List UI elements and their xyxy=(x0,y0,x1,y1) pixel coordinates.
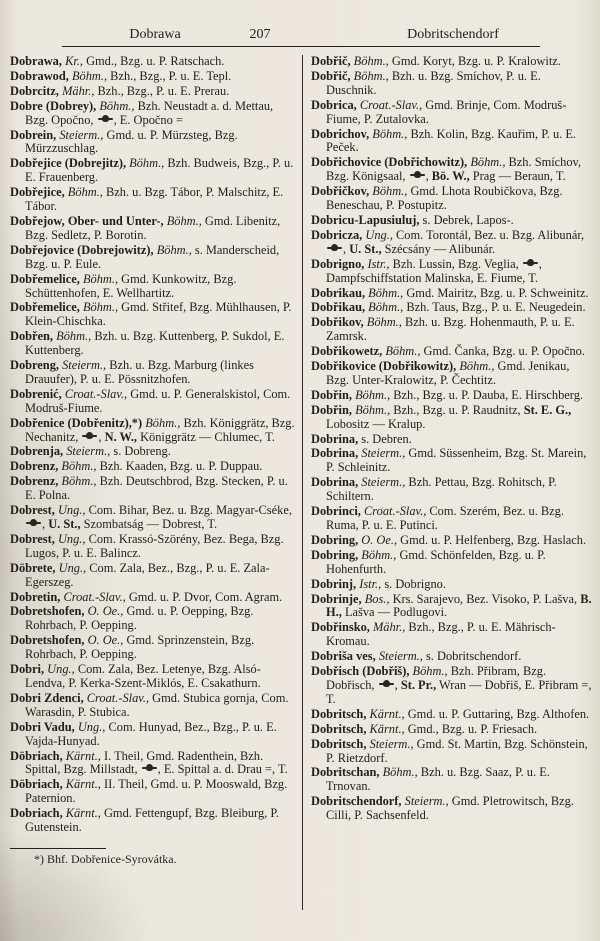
entry-text: Bzh. u. Bzg. Hohenmauth, P. u. E. Zamrsk. xyxy=(326,315,575,344)
entry-headword: Dobrenić, xyxy=(10,386,62,401)
gazetteer-entry xyxy=(10,157,295,185)
entry-text: Gmd. Sprinzenstein, Bzg. Rohrbach, P. Oepping. xyxy=(25,633,255,662)
entry-region: Böhm., xyxy=(53,329,92,344)
entry-region: Ung., xyxy=(54,531,86,546)
entry-text: Bzh. Königgrätz, Bzg. Nechanitz, xyxy=(25,415,295,444)
text-columns xyxy=(10,55,594,941)
entry-region: Böhm., xyxy=(351,387,391,402)
entry-region: O. Oe., xyxy=(84,604,124,619)
entry-region: Steierm., xyxy=(358,475,406,490)
gazetteer-entry xyxy=(10,721,295,749)
entry-region: Böhm., xyxy=(79,271,119,286)
entry-text: s. Dobrigno. xyxy=(381,576,446,591)
gazetteer-entry xyxy=(10,460,295,474)
entry-text: Bzh. Přibram, Bzg. Dobřisch, xyxy=(326,664,547,692)
entry-text: Wran — Dobřiš, E. Přibram =, T. xyxy=(326,677,592,706)
entry-region: Kärnt., xyxy=(366,706,405,721)
gazetteer-entry xyxy=(311,185,594,213)
entry-headword: Dobrenz, xyxy=(10,474,59,489)
entry-headword: Dobretshofen, xyxy=(10,604,85,619)
entry-text: Gmd. Schönfelden, Bzg. u. P. Hohenfurth. xyxy=(326,547,546,576)
gazetteer-entry xyxy=(10,750,295,778)
entry-region: Böhm., xyxy=(58,459,97,474)
entry-region: Ung., xyxy=(54,503,86,518)
entry-headword: Dobrawod, xyxy=(10,68,69,83)
entry-text: Bzh. Pettau, Bzg. Rohitsch, P. Schiltern. xyxy=(326,475,557,504)
gazetteer-entry xyxy=(10,301,295,329)
entry-headword: Dobrest, xyxy=(10,503,55,518)
entry-headword: Dobrigno, xyxy=(311,256,365,271)
entry-headword: Dobri Zdenci, xyxy=(10,690,84,705)
entry-headword: Dobřič, xyxy=(311,54,351,68)
entry-text: Gmd. Kunkowitz, Bzg. Schüttenhofen, E. Wellhartitz. xyxy=(25,271,237,300)
entry-headword: Dobrica, xyxy=(311,97,357,112)
entry-region: Steierm., xyxy=(63,444,111,459)
entry-region: Kärnt., xyxy=(62,777,101,792)
entry-region: Steierm., xyxy=(366,736,414,751)
entry-text: Gmd. Fettengupf, Bzg. Bleiburg, P. Gutenstein. xyxy=(25,806,279,835)
entry-region: Ung., xyxy=(55,560,87,575)
entry-text: Gmd. Stubica gornja, Com. Warasdin, P. Stubica. xyxy=(25,690,289,719)
gazetteer-entry xyxy=(10,807,295,835)
entry-region: Böhm., xyxy=(79,300,119,315)
entry-headword: Dobrichov, xyxy=(311,126,370,141)
entry-region: Böhm., xyxy=(365,285,404,300)
entry-headword: Dobřisch (Dobřiš), xyxy=(311,664,410,679)
entry-region: Böhm., xyxy=(369,126,408,141)
entry-region: Böhm., xyxy=(142,415,181,430)
entry-headword: Dobring, xyxy=(311,532,359,547)
gazetteer-entry xyxy=(10,692,295,720)
entry-text: Bzh. Kolin, Bzg. Kauřim, P. u. E. Peček. xyxy=(326,126,577,155)
entry-text: , xyxy=(343,241,350,256)
entry-region: Böhm., xyxy=(126,156,165,171)
gazetteer-entry xyxy=(10,504,295,532)
entry-text: Bzh. u. Bzg. Tábor, P. Malschitz, E. Tábor. xyxy=(25,185,284,214)
entry-text: s. Debren. xyxy=(358,431,412,446)
entry-text: , xyxy=(98,429,105,444)
gazetteer-entry xyxy=(311,447,594,475)
gazetteer-entry xyxy=(311,708,594,722)
gazetteer-entry xyxy=(10,359,295,387)
entry-text: , E. Spittal a. d. Drau =, T. xyxy=(157,762,288,777)
gazetteer-entry xyxy=(10,562,295,590)
railway-line-abbrev: U. St., xyxy=(48,517,81,531)
entry-text: Gmd. u. P. Mürzsteg, Bzg. Mürzzuschlag. xyxy=(25,127,238,156)
gazetteer-entry xyxy=(311,316,594,344)
entry-headword: Dobrawa, xyxy=(10,54,62,68)
entry-text: Lobositz — Kralup. xyxy=(326,416,426,431)
gazetteer-entry xyxy=(10,663,295,691)
railway-station-icon xyxy=(379,681,394,689)
entry-text: Bzh., Bzg., P. u. E. Mährisch-Kromau. xyxy=(326,620,556,649)
railway-station-icon xyxy=(98,116,113,124)
entry-region: Mähr., xyxy=(369,620,406,635)
entry-text: Gmd. Mairitz, Bzg. u. P. Schweinitz. xyxy=(403,285,589,300)
railway-line-abbrev: B. H., xyxy=(326,591,592,620)
entry-region: Bos., xyxy=(361,591,390,606)
entry-region: Steierm., xyxy=(375,649,423,664)
entry-text: Bzh., Bzg., P. u. E. Tepl. xyxy=(107,68,232,83)
entry-headword: Döbriach, xyxy=(10,777,63,792)
entry-region: Ung., xyxy=(74,719,106,734)
footnote xyxy=(10,848,295,867)
entry-region: Böhm., xyxy=(369,184,408,199)
gazetteer-entry xyxy=(10,273,295,301)
railway-line-abbrev: St. E. G., xyxy=(523,402,572,417)
entry-text: Krs. Sarajevo, Bez. Visoko, P. Lašva, xyxy=(389,591,581,606)
entry-headword: Dobřikowetz, xyxy=(311,344,383,359)
gazetteer-entry xyxy=(311,345,594,359)
railway-line-abbrev: St. Pr., xyxy=(400,677,437,692)
entry-region: Croat.-Slav., xyxy=(360,504,427,519)
entry-region: Steierm., xyxy=(59,358,107,373)
entry-text: , xyxy=(42,517,49,531)
entry-text: Com. Krassó-Szörény, Bez. Bega, Bzg. Lugos, P. u. E. Balincz. xyxy=(25,531,284,560)
entry-region: Böhm., xyxy=(68,68,108,83)
entry-text: Szécsány — Alibunár. xyxy=(381,241,496,256)
gazetteer-entry xyxy=(311,70,594,98)
entry-text: Bzh., Bzg. u. P. Dauba, E. Hirschberg. xyxy=(390,387,583,402)
gazetteer-entry xyxy=(311,738,594,766)
footnote-text: *) Bhf. Dobřenice-Syrovátka. xyxy=(34,851,177,866)
gazetteer-entry xyxy=(10,605,295,633)
entry-headword: Dobřichovice (Dobřichowitz), xyxy=(311,155,468,170)
gazetteer-entry xyxy=(311,766,594,794)
gazetteer-entry xyxy=(10,55,295,69)
entry-text: Bzh. u. Bzg. Smíchov, P. u. E. Duschnik. xyxy=(326,68,541,97)
entry-text: s. Manderscheid, Bzg. u. P. Eule. xyxy=(25,242,280,271)
entry-headword: Dobřejice, xyxy=(10,185,65,200)
entry-headword: Dobrinci, xyxy=(311,504,361,519)
entry-region: Böhm., xyxy=(409,664,448,679)
entry-headword: Dobřin, xyxy=(311,387,352,402)
entry-text: Gmd. u. P. Helfenberg, Bzg. Haslach. xyxy=(397,532,587,547)
entry-headword: Dobritschendorf, xyxy=(311,794,402,809)
entry-text: Gmd. Lhota Roubičkova, Bzg. Beneschau, P. Postupitz. xyxy=(326,184,563,213)
entry-text: Com. Zala, Bez. Letenye, Bzg. Alsó-Lendva, P. Kerka-Szent-Miklós, E. Csakathurn. xyxy=(25,662,261,690)
entry-region: Ung., xyxy=(44,662,75,677)
entry-headword: Dobritschan, xyxy=(311,765,380,780)
entry-text: Gmd. u. P. Oepping, Bzg. Rohrbach, P. Oepping. xyxy=(25,604,254,633)
entry-text: Com. Bihar, Bez. u. Bzg. Magyar-Cséke, xyxy=(85,503,292,518)
entry-region: Kärnt., xyxy=(62,748,101,763)
entry-region: Böhm., xyxy=(351,402,391,417)
gazetteer-entry xyxy=(311,360,594,388)
entry-headword: Dobrenz, xyxy=(10,459,59,474)
entry-text: Gmd., Bzg. u. P. Ratschach. xyxy=(83,54,225,68)
entry-region: Steierm., xyxy=(56,127,104,142)
entry-text: Gmd. u. P. Dvor, Com. Agram. xyxy=(125,589,283,604)
entry-region: Mähr., xyxy=(58,83,95,98)
entry-region: Böhm., xyxy=(96,98,135,113)
railway-station-icon xyxy=(142,765,157,773)
entry-headword: Dobritsch, xyxy=(311,721,367,736)
entry-text: Gmd. Jenikau, Bzg. Unter-Kralowitz, P. Čechtitz. xyxy=(326,359,570,387)
entry-text: s. Dobreng. xyxy=(110,444,171,459)
gazetteer-entry xyxy=(311,301,594,315)
entry-text: , E. Opočno = xyxy=(113,112,183,127)
entry-headword: Dobritsch, xyxy=(311,706,367,721)
entry-text: Bzh. u. Bzg. Kuttenberg, P. Sukdol, E. Kuttenberg. xyxy=(25,329,285,358)
railway-line-abbrev: Bö. W., xyxy=(431,169,470,184)
entry-text: s. Dobritschendorf. xyxy=(422,649,522,664)
entry-text: Bzh. Deutschbrod, Bzg. Stecken, P. u. E. Polna. xyxy=(25,474,288,503)
entry-headword: Dobrcitz, xyxy=(10,83,59,98)
entry-region: Böhm., xyxy=(350,54,389,68)
entry-headword: Dobriša ves, xyxy=(311,649,376,664)
entry-region: Böhm., xyxy=(365,300,404,315)
gazetteer-entry xyxy=(10,215,295,243)
gazetteer-entry xyxy=(311,99,594,127)
gazetteer-entry xyxy=(311,433,594,447)
running-head-left: Dobrawa xyxy=(129,27,181,42)
entry-text: Bzh. Taus, Bzg., P. u. E. Neugedein. xyxy=(403,300,586,315)
entry-headword: Dobřičkov, xyxy=(311,184,370,199)
entry-region: Croat.-Slav., xyxy=(356,97,423,112)
gazetteer-entry xyxy=(311,549,594,577)
entry-text: Bzh. u. Bzg. Marburg (linkes Drauufer), P. u. E. Pössnitzhofen. xyxy=(25,358,254,386)
entry-headword: Dobřemelice, xyxy=(10,300,80,315)
entry-region: Steierm., xyxy=(401,794,449,809)
entry-headword: Dobřejow, Ober- und Unter-, xyxy=(10,213,164,228)
entry-headword: Dobrinj, xyxy=(311,576,357,591)
gazetteer-entry xyxy=(311,795,594,823)
entry-headword: Döbriach, xyxy=(10,748,63,763)
entry-headword: Dobring, xyxy=(311,547,359,562)
entry-region: Steierm., xyxy=(358,446,406,461)
entry-headword: Dobřen, xyxy=(10,329,54,344)
entry-text: I. Theil, Gmd. Radenthein, Bzh. Spittal, Bzg. Millstadt, xyxy=(25,748,264,777)
entry-headword: Dobrina, xyxy=(311,446,359,461)
gazetteer-entry xyxy=(10,85,295,99)
entry-text: Bzh. Neustadt a. d. Mettau, Bzg. Opočno, xyxy=(25,98,274,127)
gazetteer-entry xyxy=(311,128,594,156)
gazetteer-entry xyxy=(10,417,295,445)
entry-text: s. Debrek, Lapos-. xyxy=(419,212,514,227)
gazetteer-entry xyxy=(10,186,295,214)
entry-headword: Dobřinsko, xyxy=(311,620,370,635)
entry-region: Croat.-Slav., xyxy=(60,589,126,604)
gazetteer-entry xyxy=(311,593,594,621)
entry-headword: Döbrete, xyxy=(10,560,56,575)
entry-region: Kr., xyxy=(61,54,83,68)
gazetteer-entry xyxy=(311,665,594,707)
gazetteer-entry xyxy=(311,55,594,69)
gazetteer-entry xyxy=(311,229,594,257)
entry-region: Böhm., xyxy=(153,242,192,257)
entry-text: Com. Zala, Bez., Bzg., P. u. E. Zala-Egerszeg. xyxy=(25,560,270,589)
entry-text: Gmd. Čanka, Bzg. u. P. Opočno. xyxy=(420,344,585,359)
entry-text: Lašva — Podlugovi. xyxy=(341,605,448,620)
gazetteer-entry xyxy=(10,475,295,503)
gazetteer-entry xyxy=(10,445,295,459)
entry-text: Gmd. Střitef, Bzg. Mühlhausen, P. Klein-Chischka. xyxy=(25,300,292,329)
entry-text: Com. Hunyad, Bez., Bzg., P. u. E. Vajda-Hunyad. xyxy=(25,719,277,748)
entry-text: Gmd. Süssenheim, Bzg. St. Marein, P. Schleinitz. xyxy=(326,446,587,475)
entry-text: Gmd. St. Martin, Bzg. Schönstein, P. Rietzdorf. xyxy=(326,736,588,765)
entry-headword: Dobrenja, xyxy=(10,444,64,459)
gazetteer-entry xyxy=(10,129,295,157)
railway-station-icon xyxy=(523,260,538,268)
gazetteer-entry xyxy=(10,778,295,806)
entry-headword: Dobricza, xyxy=(311,227,363,242)
entry-headword: Dobrina, xyxy=(311,475,359,490)
entry-text: Bzh. Kaaden, Bzg. u. P. Duppau. xyxy=(96,459,263,474)
entry-text: Gmd. Pletrowitsch, Bzg. Cilli, P. Sachsenfeld. xyxy=(326,794,574,823)
entry-region: Böhm., xyxy=(64,185,103,200)
gazetteer-entry xyxy=(311,404,594,432)
entry-text: Bzh. Budweis, Bzg., P. u. E. Frauenberg. xyxy=(25,156,294,185)
railway-line-abbrev: N. W., xyxy=(104,429,137,444)
entry-region: Kärnt., xyxy=(62,806,101,821)
entry-region: Böhm., xyxy=(379,765,418,780)
entry-headword: Dobre (Dobrey), xyxy=(10,98,97,113)
entry-headword: Dobřin, xyxy=(311,402,352,417)
entry-text: Gmd. Koryt, Bzg. u. P. Kralowitz. xyxy=(388,54,561,68)
entry-headword: Dobreng, xyxy=(10,358,59,373)
entry-headword: Dobrein, xyxy=(10,127,57,142)
entry-text: Gmd. u. P. Guttaring, Bzg. Althofen. xyxy=(404,706,590,721)
entry-headword: Dobri, xyxy=(10,662,45,677)
entry-region: Böhm., xyxy=(456,359,495,374)
gazetteer-entry xyxy=(311,578,594,592)
entry-region: Istr., xyxy=(364,256,390,271)
gazetteer-entry xyxy=(311,621,594,649)
gazetteer-entry xyxy=(10,634,295,662)
gazetteer-entry xyxy=(10,70,295,84)
entry-text: Gmd. Libenitz, Bzg. Sedletz, P. Borotin. xyxy=(25,213,281,242)
entry-headword: Dobřejice (Dobrejitz), xyxy=(10,156,127,171)
entry-text: Bzh. Lussin, Bzg. Veglia, xyxy=(389,256,522,271)
entry-headword: Dobřič, xyxy=(311,68,351,83)
entry-region: Böhm., xyxy=(358,547,397,562)
header-rule xyxy=(62,46,540,47)
page-number: 207 xyxy=(249,27,271,42)
railway-line-abbrev: U. St., xyxy=(349,241,382,256)
column-right xyxy=(302,55,594,910)
entry-region: Croat.-Slav., xyxy=(61,386,128,401)
entry-text: Bzh. u. Bzg. Saaz, P. u. E. Trnovan. xyxy=(326,765,550,794)
gazetteer-entry xyxy=(10,244,295,272)
entry-text: Gmd., Bzg. u. P. Friesach. xyxy=(404,721,538,736)
entry-headword: Dobrinje, xyxy=(311,591,362,606)
entry-text: Com. Szerém, Bez. u. Bzg. Ruma, P. u. E. Putinci. xyxy=(326,504,564,532)
railway-station-icon xyxy=(82,433,97,441)
gazetteer-entry xyxy=(10,591,295,605)
entry-text: Gmd. u. P. Generalskistol, Com. Modruš-Fiume. xyxy=(25,386,291,415)
entry-headword: Dobřejovice (Dobrejowitz), xyxy=(10,242,154,257)
entry-text: II. Theil, Gmd. u. P. Mooswald, Bzg. Paternion. xyxy=(25,777,288,806)
column-left xyxy=(10,55,302,941)
running-head xyxy=(0,27,600,45)
entry-region: Böhm., xyxy=(163,213,202,228)
running-head-right: Dobritschendorf xyxy=(407,27,499,42)
railway-station-icon xyxy=(26,520,41,528)
gazetteer-entry xyxy=(311,650,594,664)
entry-headword: Dobřikovice (Dobřikowitz), xyxy=(311,359,457,374)
entry-headword: Dobretshofen, xyxy=(10,633,85,648)
entry-headword: Dobrikau, xyxy=(311,285,366,300)
gazetteer-entry xyxy=(311,476,594,504)
entry-headword: Dobritsch, xyxy=(311,736,367,751)
entry-region: Istr., xyxy=(356,576,382,591)
entry-text: , xyxy=(425,169,432,184)
gazetteer-entry xyxy=(311,389,594,403)
entry-text: Bzh., Bzg., P. u. E. Prerau. xyxy=(94,83,230,98)
entry-text: Prag — Beraun, T. xyxy=(469,169,566,184)
entry-text: Gmd. Brinje, Com. Modruš-Fiume, P. Zutalovka. xyxy=(326,97,567,126)
gazetteer-entry xyxy=(10,388,295,416)
gazetteer-entry xyxy=(311,287,594,301)
gazetteer-entry xyxy=(311,156,594,184)
entry-region: Kärnt., xyxy=(366,721,405,736)
entry-headword: Dobri Vadu, xyxy=(10,719,75,734)
gazetteer-entry xyxy=(10,100,295,128)
gazetteer-entry xyxy=(311,534,594,548)
entry-headword: Dobricu-Lapusiuluj, xyxy=(311,212,420,227)
entry-headword: Dobřenice (Dobřenitz),*) xyxy=(10,415,143,430)
gazetteer-entry xyxy=(311,505,594,533)
entry-region: Böhm., xyxy=(467,155,506,170)
entry-text: Bzh. Smíchov, Bzg. Königsaal, xyxy=(326,155,582,184)
entry-region: Böhm., xyxy=(58,474,97,489)
gazetteer-entry xyxy=(10,330,295,358)
entry-region: Böhm., xyxy=(350,68,389,83)
entry-text: Bzh., Bzg. u. P. Raudnitz, xyxy=(390,402,524,417)
entry-region: O. Oe., xyxy=(84,633,124,648)
entry-text: , Dampfschiffstation Malinska, E. Fiume, T. xyxy=(326,256,542,285)
entry-headword: Dobřikau, xyxy=(311,300,366,315)
entry-region: Croat.-Slav., xyxy=(83,690,150,705)
entry-text: , xyxy=(394,677,401,692)
entry-region: Böhm., xyxy=(382,344,421,359)
entry-headword: Dobriach, xyxy=(10,806,63,821)
entry-headword: Dobrest, xyxy=(10,531,55,546)
entry-headword: Dobretin, xyxy=(10,589,61,604)
entry-region: O. Oe., xyxy=(358,532,398,547)
gazetteer-entry xyxy=(311,258,594,286)
entry-region: Böhm., xyxy=(363,315,402,330)
entry-text: Königgrätz — Chlumec, T. xyxy=(137,429,275,444)
entry-text: Szombatság — Dobrest, T. xyxy=(80,517,218,531)
entry-region: Ung., xyxy=(362,227,393,242)
entry-headword: Dobrina, xyxy=(311,431,359,446)
gazetteer-entry xyxy=(311,723,594,737)
entry-text: Com. Torontál, Bez. u. Bzg. Alibunár, xyxy=(392,227,585,242)
entry-headword: Dobřemelice, xyxy=(10,271,80,286)
railway-station-icon xyxy=(327,245,342,253)
footnote-rule xyxy=(10,848,106,849)
gazetteer-entry xyxy=(311,214,594,228)
railway-station-icon xyxy=(410,172,425,180)
gazetteer-entry xyxy=(10,533,295,561)
entry-headword: Dobřikov, xyxy=(311,315,364,330)
